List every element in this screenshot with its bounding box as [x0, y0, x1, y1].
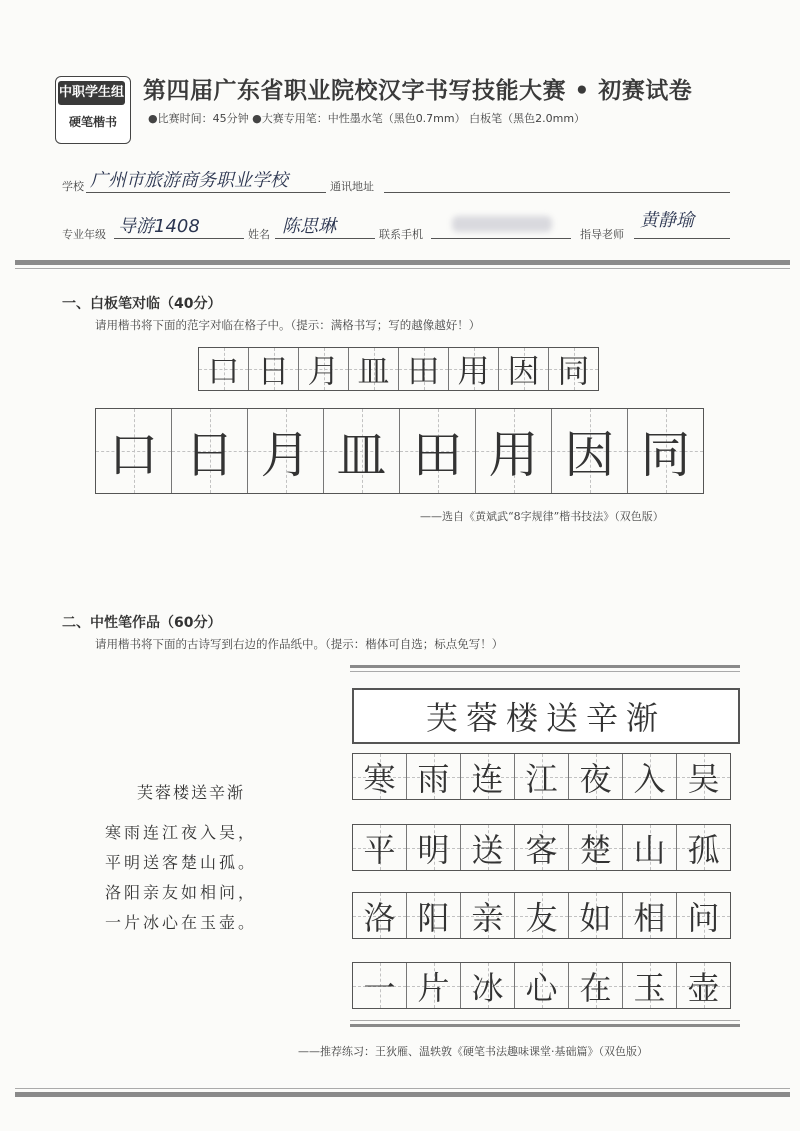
practice-char-cell[interactable]: 皿 [324, 409, 400, 493]
poem-char-cell[interactable]: 壶 [677, 963, 730, 1008]
poem-char-cell[interactable]: 客 [515, 825, 569, 870]
address-field[interactable] [384, 172, 730, 193]
teacher-label: 指导老师 [580, 228, 624, 241]
teacher-value: 黄静瑜 [640, 210, 694, 231]
badge-bottom-label: 硬笔楷书 [68, 115, 117, 129]
section1-heading: 一、白板笔对临（40分） [62, 296, 222, 312]
poem-text [105, 818, 257, 938]
poem-line: 一片冰心在玉壶。 [105, 913, 258, 932]
poem-grid-row-4[interactable] [352, 962, 731, 1009]
major-label: 专业年级 [62, 228, 106, 241]
exam-subtitle: ●比赛时间：45分钟 ●大赛专用笔：中性墨水笔（黑色0.7mm） 白板笔（黑色2.0mm） [148, 112, 586, 125]
written-title: 芙蓉楼送辛渐 [425, 699, 666, 737]
poem-char-cell[interactable]: 送 [461, 825, 515, 870]
poem-char-cell[interactable]: 寒 [353, 754, 407, 799]
poem-char-cell[interactable]: 阳 [407, 893, 461, 938]
poem-char-cell[interactable]: 明 [407, 825, 461, 870]
poem-line: 洛阳亲友如相问， [105, 883, 258, 902]
poem-char-cell[interactable]: 入 [623, 754, 677, 799]
poem-grid-row-1[interactable] [352, 753, 731, 800]
poem-char-cell[interactable]: 友 [515, 893, 569, 938]
poem-char-cell[interactable]: 冰 [461, 963, 515, 1008]
poem-grid-row-3[interactable] [352, 892, 731, 939]
poem-line: 寒雨连江夜入吴， [105, 823, 258, 842]
poem-char-cell[interactable]: 玉 [623, 963, 677, 1008]
poem-char-cell[interactable]: 问 [677, 893, 730, 938]
group-badge [55, 76, 131, 144]
poem-line: 平明送客楚山孤。 [105, 853, 258, 872]
poem-char-cell[interactable]: 雨 [407, 754, 461, 799]
major-value: 导游1408 [118, 216, 200, 237]
model-char-grid [198, 347, 599, 391]
poem-char-cell[interactable]: 楚 [569, 825, 623, 870]
practice-char-grid[interactable] [95, 408, 704, 494]
school-label: 学校 [62, 180, 84, 193]
practice-char-cell[interactable]: 口 [96, 409, 172, 493]
poem-char-cell[interactable]: 如 [569, 893, 623, 938]
section1-instruction: 请用楷书将下面的范字对临在格子中。（提示：满格书写；写的越像越好！） [95, 318, 481, 332]
section1-caption: ——选自《黄斌武“8字规律”楷书技法》（双色版） [420, 510, 664, 523]
poem-char-cell[interactable]: 吴 [677, 754, 730, 799]
model-char-cell: 月 [299, 348, 349, 390]
poem-char-cell[interactable]: 江 [515, 754, 569, 799]
poem-grid-row-2[interactable] [352, 824, 731, 871]
practice-char-cell[interactable]: 因 [552, 409, 628, 493]
poem-char-cell[interactable]: 孤 [677, 825, 730, 870]
header-divider-thin [15, 268, 790, 269]
sheet-bottom-rule-thin [350, 1020, 740, 1021]
school-value: 广州市旅游商务职业学校 [90, 170, 288, 191]
practice-char-cell[interactable]: 田 [400, 409, 476, 493]
poem-char-cell[interactable]: 片 [407, 963, 461, 1008]
poem-char-cell[interactable]: 平 [353, 825, 407, 870]
sheet-top-rule-thin [350, 671, 740, 672]
phone-label: 联系手机 [379, 228, 423, 241]
poem-char-cell[interactable]: 山 [623, 825, 677, 870]
written-title-box[interactable] [352, 688, 740, 744]
model-char-cell: 口 [199, 348, 249, 390]
poem-char-cell[interactable]: 洛 [353, 893, 407, 938]
model-char-cell: 田 [399, 348, 449, 390]
practice-char-cell[interactable]: 用 [476, 409, 552, 493]
address-label: 通讯地址 [330, 180, 374, 193]
model-char-cell: 皿 [349, 348, 399, 390]
footer-divider-thin [15, 1088, 790, 1089]
poem-char-cell[interactable]: 一 [353, 963, 407, 1008]
poem-title: 芙蓉楼送辛渐 [137, 783, 246, 802]
header-divider [15, 260, 790, 265]
section2-instruction: 请用楷书将下面的古诗写到右边的作品纸中。（提示：楷体可自选；标点免写！） [95, 637, 504, 651]
footer-divider [15, 1092, 790, 1097]
badge-top-label: 中职学生组 [58, 81, 125, 105]
poem-char-cell[interactable]: 在 [569, 963, 623, 1008]
section2-caption: ——推荐练习：王狄雁、温轶敦《硬笔书法趣味课堂·基础篇》（双色版） [298, 1045, 648, 1058]
practice-char-cell[interactable]: 月 [248, 409, 324, 493]
poem-char-cell[interactable]: 亲 [461, 893, 515, 938]
poem-char-cell[interactable]: 连 [461, 754, 515, 799]
model-char-cell: 日 [249, 348, 299, 390]
poem-char-cell[interactable]: 心 [515, 963, 569, 1008]
poem-char-cell[interactable]: 夜 [569, 754, 623, 799]
practice-char-cell[interactable]: 日 [172, 409, 248, 493]
phone-redacted [452, 216, 552, 232]
name-value: 陈思琳 [282, 216, 336, 237]
model-char-cell: 同 [549, 348, 598, 390]
practice-char-cell[interactable]: 同 [628, 409, 703, 493]
model-char-cell: 因 [499, 348, 549, 390]
section2-heading: 二、中性笔作品（60分） [62, 615, 222, 631]
sheet-bottom-rule [350, 1024, 740, 1027]
name-label: 姓名 [248, 228, 270, 241]
poem-char-cell[interactable]: 相 [623, 893, 677, 938]
exam-title: 第四届广东省职业院校汉字书写技能大赛 • 初赛试卷 [143, 78, 693, 104]
sheet-top-rule [350, 665, 740, 668]
model-char-cell: 用 [449, 348, 499, 390]
